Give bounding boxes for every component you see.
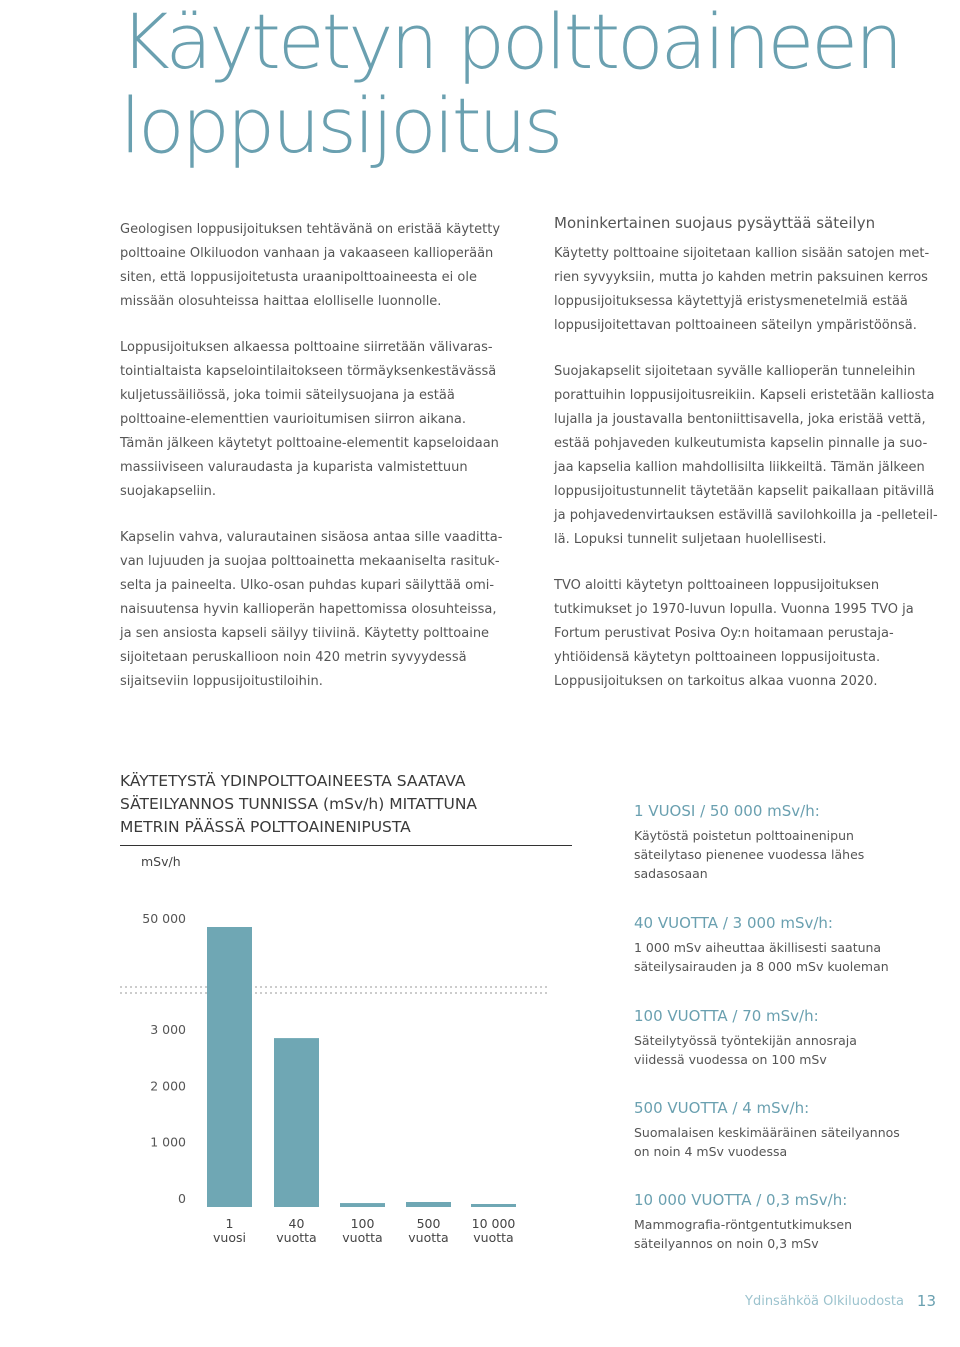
legend-heading: 100 VUOTTA / 70 mSv/h: <box>634 1007 819 1025</box>
bar <box>340 1203 385 1207</box>
left-paragraph-2: Loppusijoituksen alkaessa polttoaine siirretään välivaras- tointialtaista kapselointilaitokseen törmäyksenkestävässä kuljetussäiliössä, joka toimii säteilysuojana ja estää polttoaine-elementtien vaurioitumisen siirron aikana. Tämän jälkeen käytetyt polttoaine-elementit kapseloidaan massiiviseen valuraudasta ja kuparista valmistettuun suojakapseliin. <box>120 340 499 499</box>
chart-title-line1: KÄYTETYSTÄ YDINPOLTTOAINEESTA SAATAVA <box>120 772 466 790</box>
y-tick-label: 3 000 <box>150 1022 186 1038</box>
chart-title-rule <box>120 845 572 846</box>
left-paragraph-3: Kapselin vahva, valurautainen sisäosa antaa sille vaadittа- van lujuuden ja suojaa polttoainetta mekaaniselta rasituk- selta ja paineelta. Ulko-osan puhdas kupari säilyttää omi- naisuutensa hyvin kallioperän hapettomissa olosuhteissa, ja sen ansiosta kapseli säilyy tiiviinä. Käytetty polttoaine sijoitetaan peruskallioon noin 420 metrin syvyydessä sijaitseviin loppusijoitustiloihin. <box>120 530 503 689</box>
dose-bar-chart <box>110 850 550 1250</box>
bar <box>471 1204 516 1207</box>
page-number: 13 <box>916 1292 936 1310</box>
bar <box>274 1038 319 1207</box>
right-paragraph-1: Käytetty polttoaine sijoitetaan kallion sisään satojen met- rien syvyyksiin, mutta jo kahden metrin paksuinen kerros loppusijoituksessa käytettyjä eristysmenetelmiä estää loppusijoitettavan polttoaineen säteilyn ympäristöönsä. <box>554 246 930 333</box>
legend-text: Käytöstä poistetun polttoainenipun säteilytaso pienenee vuodessa lähes sadasosaan <box>634 828 865 881</box>
legend-heading: 40 VUOTTA / 3 000 mSv/h: <box>634 914 833 932</box>
legend-heading: 500 VUOTTA / 4 mSv/h: <box>634 1099 810 1117</box>
x-tick-label: 40 <box>288 1216 305 1231</box>
legend-heading: 10 000 VUOTTA / 0,3 mSv/h: <box>634 1191 848 1209</box>
page-title <box>120 0 940 168</box>
legend-item <box>634 1097 934 1161</box>
x-tick-sublabel: vuotta <box>473 1230 514 1245</box>
legend-item <box>634 800 934 883</box>
footer-title: Ydinsähköä Olkiluodosta <box>745 1294 904 1309</box>
legend-text: Säteilytyössä työntekijän annosraja viidessä vuodessa on 100 mSv <box>634 1033 857 1067</box>
x-tick-sublabel: vuotta <box>342 1230 383 1245</box>
y-axis-label: mSv/h <box>141 854 181 869</box>
right-heading: Moninkertainen suojaus pysäyttää säteilyn <box>554 214 876 232</box>
right-paragraph-2: Suojakapselit sijoitetaan syvälle kallioperän tunneleihin porattuihin loppusijoitusreikiin. Kapseli eristetään kalliosta lujalla ja joustavalla bentoniittisavella, joka eristää vettä, estää pohjaveden kulkeutumista kapselin pinnalle ja suo- jaa kapselia kallion mahdollisilta liikkeiltä. Tämän jälkeen loppusijoitustunnelit täytetään kapselit paikallaan pitävillä ja pohjavedenvirtauksen estävillä savilohkoilla ja -pelleteil- lä. Lopuksi tunnelit suljetaan huolellisesti. <box>554 364 938 547</box>
legend-heading: 1 VUOSI / 50 000 mSv/h: <box>634 802 820 820</box>
chart-title <box>120 770 540 839</box>
x-tick-sublabel: vuosi <box>213 1230 246 1245</box>
legend-item <box>634 1005 934 1069</box>
x-tick-label: 10 000 <box>471 1216 516 1231</box>
x-tick-label: 500 <box>416 1216 441 1231</box>
page-title-line2: loppusijoitus <box>120 81 561 170</box>
right-column <box>554 210 954 716</box>
legend-text: 1 000 mSv aiheuttaa äkillisesti saatuna säteilysairauden ja 8 000 mSv kuoleman <box>634 940 889 974</box>
y-tick-label: 1 000 <box>150 1134 186 1150</box>
chart-title-line2: SÄTEILYANNOS TUNNISSA (mSv/h) MITATTUNA <box>120 795 478 813</box>
y-tick-label: 0 <box>178 1191 186 1206</box>
chart-title-line3: METRIN PÄÄSSÄ POLTTOAINENIPUSTA <box>120 818 411 836</box>
legend-text: Suomalaisen keskimääräinen säteilyannos on noin 4 mSv vuodessa <box>634 1125 900 1159</box>
left-paragraph-1: Geologisen loppusijoituksen tehtävänä on eristää käytetty polttoaine Olkiluodon vanhaan ja vakaaseen kallioperään siten, että loppusijoitetusta uraanipolttoaineesta ei ole missään olosuhteissa haittaa elolliselle luonnolle. <box>120 222 501 309</box>
right-paragraph-3: TVO aloitti käytetyn polttoaineen loppusijoituksen tutkimukset jo 1970-luvun lopulla. Vuonna 1995 TVO ja Fortum perustivat Posiva Oy:n hoitamaan perustaja- yhtiöidensä käytetyn polttoaineen loppusijoitusta. Loppusijoituksen on tarkoitus alkaa vuonna 2020. <box>554 578 914 689</box>
y-tick-label: 50 000 <box>142 911 186 926</box>
y-tick-label: 2 000 <box>150 1078 186 1094</box>
legend-text: Mammografia-röntgentutkimuksen säteilyannos on noin 0,3 mSv <box>634 1217 853 1251</box>
bar <box>406 1202 451 1207</box>
x-tick-sublabel: vuotta <box>408 1230 449 1245</box>
x-tick-sublabel: vuotta <box>276 1230 317 1245</box>
x-tick-label: 100 <box>350 1216 375 1231</box>
page-footer <box>700 1292 940 1312</box>
bar <box>207 927 252 1207</box>
legend-item <box>634 1189 934 1253</box>
page-title-line1: Käytetyn polttoaineen <box>120 0 901 86</box>
legend-item <box>634 912 934 976</box>
x-tick-label: 1 <box>225 1216 234 1231</box>
left-column <box>120 218 520 716</box>
